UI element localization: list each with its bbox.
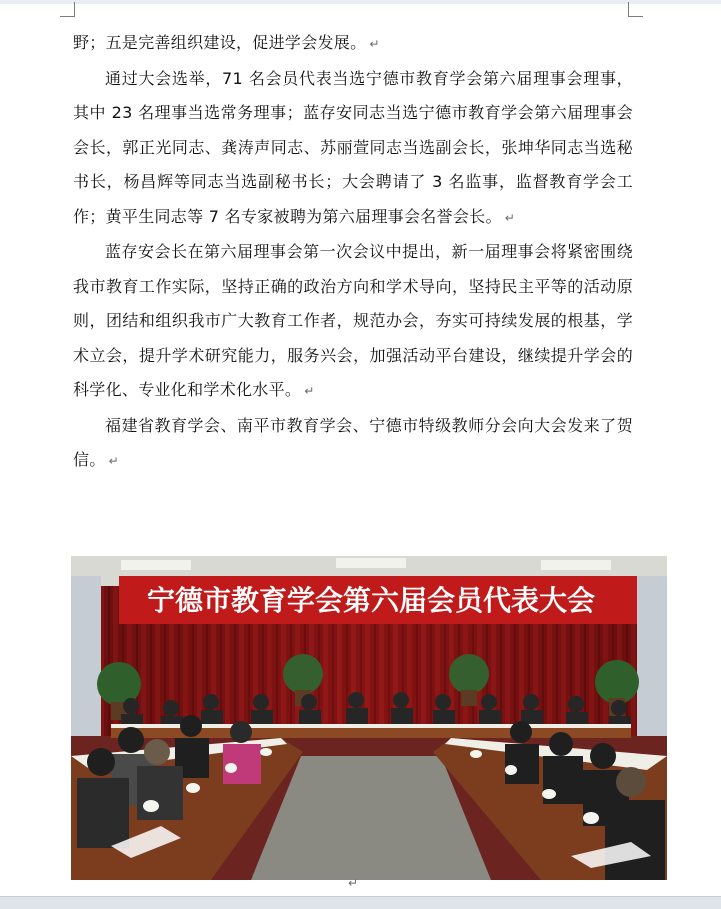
meeting-photo-illustration: [71, 556, 667, 880]
top-ruler-bar: [0, 0, 721, 4]
paragraph-text: 蓝存安会长在第六届理事会第一次会议中提出，新一届理事会将紧密围绕我市教育工作实际，坚持正确的政治方向和学术导向，坚持民主平等的活动原则，团结和组织我市广大教育工作者，规范办会，夯实可持续发展的根基，学术立会，提升学术研究能力，服务兴会，加强活动平台建设，继续提升学会的科学化、专业化和学术化水平。: [73, 242, 633, 399]
window-left: [71, 576, 101, 756]
ceiling-light: [541, 560, 611, 570]
bottom-status-bar: [0, 896, 721, 909]
crop-mark-top-right: [628, 2, 643, 17]
paragraph-3: [73, 235, 633, 409]
document-body[interactable]: [73, 26, 633, 479]
paragraph-1: [73, 26, 633, 62]
ceiling-light: [121, 560, 191, 570]
paragraph-text: 通过大会选举，71 名会员代表当选宁德市教育学会第六届理事会理事，其中 23 名理事当选常务理事；蓝存安同志当选宁德市教育学会第六届理事会会长，郭正光同志、龚涛声同志、苏丽萱同志当选副会长，张坤华同志当选秘书长，杨昌辉等同志当选副秘书长；大会聘请了 3 名监事，监督教育学会工作；黄平生同志等 7 名专家被聘为第六届理事会名誉会长。: [73, 68, 633, 226]
paragraph-mark: ↵: [369, 37, 380, 51]
crop-mark-top-left: [60, 2, 75, 17]
end-paragraph-mark: ↵: [348, 876, 359, 890]
meeting-photo[interactable]: [71, 556, 667, 880]
paragraph-mark: ↵: [504, 210, 516, 225]
paragraph-text: 野；五是完善组织建设，促进学会发展。: [73, 33, 367, 52]
window-right: [637, 576, 667, 756]
banner-text: 宁德市教育学会第六届会员代表大会: [146, 584, 596, 617]
paragraph-mark: ↵: [304, 384, 315, 398]
paragraph-2: [73, 62, 633, 236]
paragraph-mark: ↵: [108, 454, 119, 468]
paragraph-text: 福建省教育学会、南平市教育学会、宁德市特级教师分会向大会发来了贺信。: [73, 415, 633, 469]
ceiling-light: [336, 558, 406, 568]
paragraph-4: [73, 409, 633, 479]
